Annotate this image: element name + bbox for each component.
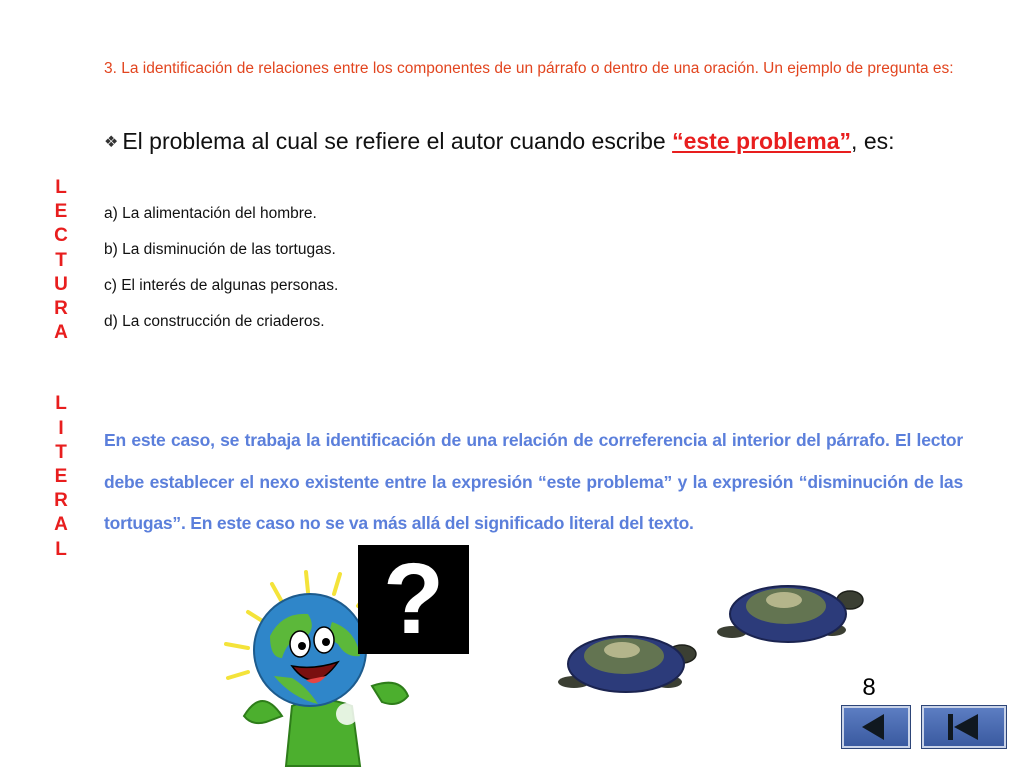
turtle-icon [716,574,866,652]
title-letter: L [55,538,67,560]
title-letter: L [55,177,67,198]
explanation-text: En este caso, se trabaja la identificación de una relación de correferencia al interior del párrafo. El lector debe establecer el nexo existente entre la expresión “este problema” y la expresión “disminución de las tortugas”. En este caso no se va más allá del significado literal del texto. [104,430,963,533]
first-slide-button[interactable] [922,706,1006,748]
title-letter: E [54,201,68,223]
title-letter: A [54,514,68,536]
title-letter: U [54,273,68,295]
option-c: c) El interés de algunas personas. [104,277,339,294]
option-d: d) La construcción de criaderos. [104,313,325,330]
question-mark-box: ? [358,545,469,654]
previous-slide-button[interactable] [842,706,910,748]
title-letter: T [55,249,67,271]
option-a: a) La alimentación del hombre. [104,205,317,222]
title-letter: A [54,322,68,344]
title-letter: I [58,417,64,439]
previous-slide-icon [844,708,908,746]
question-highlight: “este problema” [672,128,852,154]
first-slide-icon [924,708,1004,746]
question-body: El problema al cual se refiere el autor cuando escribe [122,128,673,154]
diamond-bullet-icon: ❖ [104,134,119,151]
title-letter: R [54,490,68,512]
turtle-icon [556,620,706,698]
answer-options [104,202,338,346]
option-b: b) La disminución de las tortugas. [104,241,336,258]
title-letter: R [54,298,68,320]
question-text [104,124,963,160]
title-letter: C [54,225,68,247]
title-letter: T [55,441,67,463]
page-number: 8 [862,674,876,701]
vertical-title [48,176,74,562]
title-letter: E [54,466,68,488]
question-end: , es: [851,128,895,154]
title-letter: L [55,393,67,415]
intro-text: 3. La identificación de relaciones entre los componentes de un párrafo o dentro de una oración. Un ejemplo de pregunta es: [104,60,954,77]
